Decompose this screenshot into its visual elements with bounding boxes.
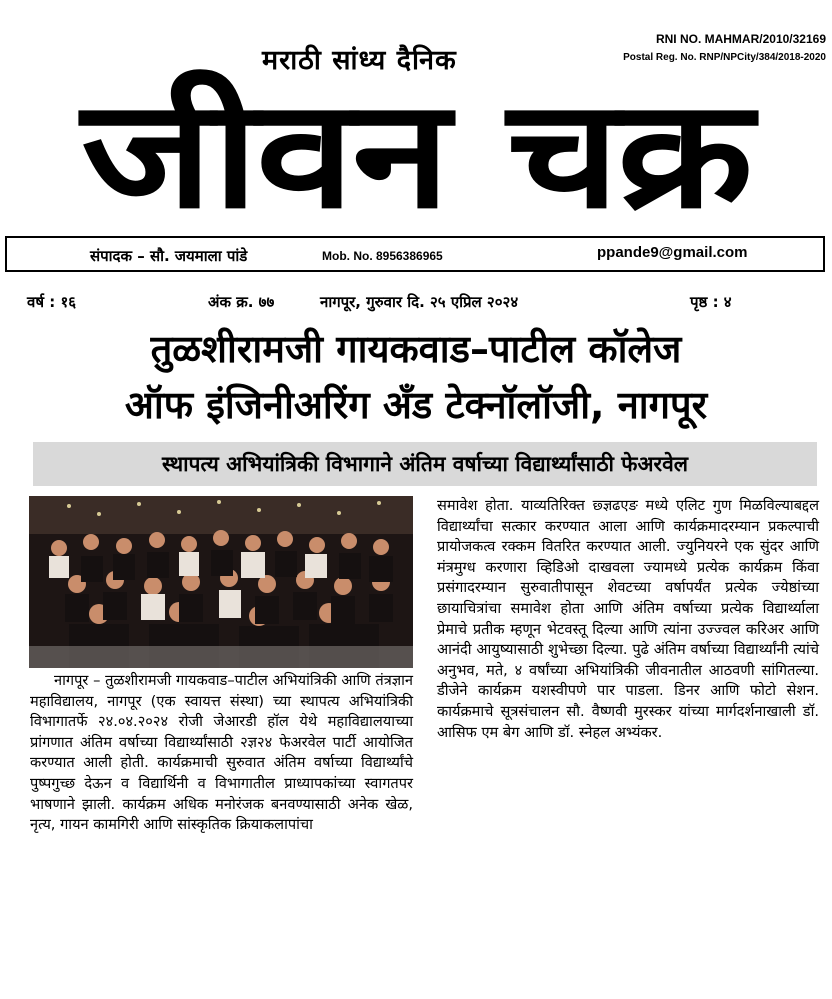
issue-page: पृष्ठ : ४ xyxy=(690,293,732,311)
headline-line-2: ऑफ इंजिनीअरिंग अँड टेक्नॉलॉजी, नागपूर xyxy=(124,383,708,427)
newspaper-title: जीवन चक्र xyxy=(81,68,751,242)
mobile-number: Mob. No. 8956386965 xyxy=(322,249,443,263)
article-body-right xyxy=(437,496,819,743)
issue-year: वर्ष : १६ xyxy=(27,293,77,311)
article-paragraph-left: नागपूर – तुळशीरामजी गायकवाड–पाटील अभियांत्रिकी आणि तंत्रज्ञान महाविद्यालय, नागपूर (एक स्वायत्त संस्था) च्या स्थापत्य अभियांत्रिकी विभागातर्फे २४.०४.२०२४ रोजी जेआरडी हॉल येथे महाविद्यालयाच्या प्रांगणात अंतिम वर्षाच्या विद्यार्थ्यांसाठी २ज्ञ२४ फेअरवेल पार्टी आयोजित करण्यात आली होती. कार्यक्रमाची सुरुवात अंतिम वर्षाच्या विद्यार्थ्यांचे पुष्पगुच्छ देऊन व विद्यार्थिनी व विभागातील प्राध्यापकांच्या स्वागतपर भाषणाने झाली. कार्यक्रम अधिक मनोरंजक बनवण्यासाठी अनेक खेळ, नृत्य, गायन कामगिरी आणि सांस्कृतिक क्रियाकलापांचा xyxy=(30,672,413,834)
rni-number: RNI NO. MAHMAR/2010/32169 xyxy=(655,32,826,46)
postal-registration: Postal Reg. No. RNP/NPCity/384/2018-2020 xyxy=(623,52,826,63)
group-photo xyxy=(29,496,413,668)
issue-date: नागपूर, गुरुवार दि. २५ एप्रिल २०२४ xyxy=(320,293,519,311)
issue-number: अंक क्र. ७७ xyxy=(208,293,275,311)
email-address: ppande9@gmail.com xyxy=(597,244,748,261)
headline-line-1: तुळशीरामजी गायकवाड–पाटील कॉलेज xyxy=(150,327,682,371)
editor-name: संपादक – सौ. जयमाला पांडे xyxy=(90,247,248,265)
issue-info-bar xyxy=(0,292,832,314)
article-body-left xyxy=(30,671,413,836)
subheadline: स्थापत्य अभियांत्रिकी विभागाने अंतिम वर्षाच्या विद्यार्थ्यांसाठी फेअरवेल xyxy=(33,442,817,486)
group-photo-illustration xyxy=(29,496,413,668)
article-paragraph-right: समावेश होता. याव्यतिरिक्त छ्ज्ञढएङ मध्ये एलिट गुण मिळविल्याबद्दल विद्यार्थ्यांचा सत्कार करण्यात आला आणि कार्यक्रमादरम्यान प्रकल्पाची प्रायोजकत्व रक्कम वितरित करण्यात आली. ज्युनियरने एक सुंदर आणि मंत्रमुग्ध करणारा व्हिडिओ दाखवला ज्यामध्ये प्रत्येक कार्यक्रम किंवा प्रसंगादरम्यान सुरुवातीपासून शेवटच्या वर्षापर्यंत प्रत्येक ज्येष्ठांच्या छायाचित्रांचा समावेश होता आणि अंतिम वर्षाच्या प्रत्येक विद्यार्थ्याला प्रेमाचे प्रतीक म्हणून भेटवस्तू दिल्या आणि त्यांना उज्ज्वल करिअर आणि आनंदी आयुष्यासाठी शुभेच्छा दिल्या. पुढे अंतिम वर्षाच्या विद्यार्थ्यांनी त्यांचे अनुभव, मते, ४ वर्षांच्या अभियांत्रिकी जीवनातील आठवणी सांगितल्या. डीजेने कार्यक्रम यशस्वीपणे पार पाडला. डिनर आणि फोटो सेशन. कार्यक्रमाचे सूत्रसंचालन सौ. वैष्णवी मुरस्कर यांच्या मार्गदर्शनाखाली डॉ. आसिफ एम बेग आणि डॉ. स्नेहल अभ्यंकर. xyxy=(437,497,819,741)
masthead-tagline: मराठी सांध्य दैनिक xyxy=(262,45,457,76)
